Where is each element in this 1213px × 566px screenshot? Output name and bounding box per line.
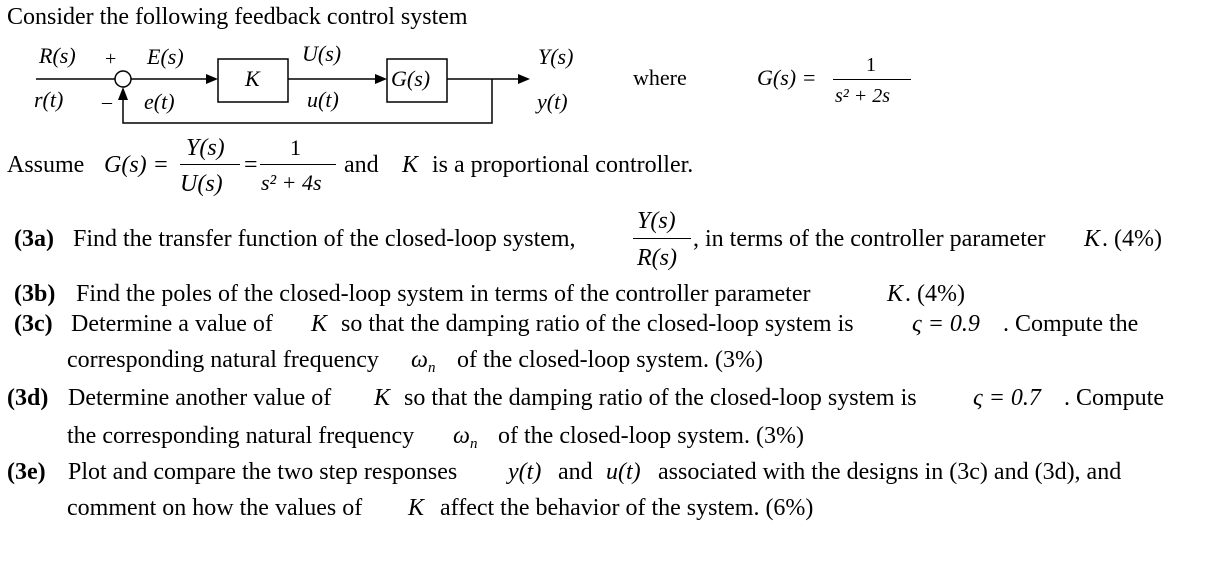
q3e-line1-b: and (558, 459, 593, 485)
intro-text: Consider the following feedback control system (7, 4, 468, 30)
q3a-text1: Find the transfer function of the closed-loop system, (73, 226, 576, 252)
q3d-line1-c: . Compute (1064, 385, 1164, 411)
q3b-text2: . (4%) (905, 281, 965, 307)
q3d-omega (453, 423, 478, 452)
label-plus: + (105, 48, 117, 70)
assume-frac1-denominator: U(s) (180, 171, 223, 197)
where-fraction-bar (833, 79, 911, 80)
q3d-label: (3d) (7, 385, 49, 411)
q3d-line2-b: of the closed-loop system. (3%) (498, 423, 804, 449)
arrow-to-K (206, 74, 218, 84)
block-G-label: G(s) (391, 66, 431, 91)
label-y-t: y(t) (537, 89, 568, 114)
q3e-line2-b: affect the behavior of the system. (6%) (440, 495, 814, 521)
assume-frac2-denominator: s² + 4s (261, 170, 322, 195)
arrow-feedback (118, 87, 128, 100)
q3d-zeta: ς = 0.7 (973, 385, 1041, 411)
q3c-label: (3c) (14, 311, 53, 337)
summing-junction (115, 71, 131, 87)
label-U-s: U(s) (302, 41, 342, 66)
assume-K: K (402, 152, 419, 178)
q3e-line2-a: comment on how the values of (67, 495, 363, 521)
where-numerator: 1 (866, 54, 876, 76)
q3d-line1-b: so that the damping ratio of the closed-loop system is (404, 385, 917, 411)
label-Y-s: Y(s) (538, 44, 574, 69)
q3b-text1: Find the poles of the closed-loop system in terms of the controller parameter (76, 281, 811, 307)
assume-G-lhs: G(s) = (104, 152, 169, 178)
q3e-line1-a: Plot and compare the two step responses (68, 459, 458, 485)
assume-prefix: Assume (7, 152, 85, 178)
assume-and: and (344, 152, 379, 178)
q3e-K: K (408, 495, 425, 521)
q3e-u-t: u(t) (606, 459, 641, 485)
q3c-K: K (311, 311, 328, 337)
label-r-t: r(t) (34, 87, 64, 112)
q3c-omega-symbol: ω (411, 347, 428, 373)
q3e-label: (3e) (7, 459, 46, 485)
arrow-output (518, 74, 530, 84)
q3a-frac-numerator: Y(s) (637, 208, 676, 234)
assume-frac2-numerator: 1 (290, 135, 301, 160)
q3c-omega-subscript: n (427, 360, 436, 376)
q3c-line2-b: of the closed-loop system. (3%) (457, 347, 763, 373)
q3c-line1-b: so that the damping ratio of the closed-loop system is (341, 311, 854, 337)
q3b-label: (3b) (14, 281, 56, 307)
where-denominator: s² + 2s (835, 85, 891, 107)
assume-frac1-numerator: Y(s) (186, 135, 225, 161)
label-E-s: E(s) (147, 44, 184, 69)
q3e-y-t: y(t) (508, 459, 542, 485)
q3c-line1-c: . Compute the (1003, 311, 1139, 337)
q3e-line1-c: associated with the designs in (3c) and (3d), and (658, 459, 1122, 485)
q3a-K: K (1084, 226, 1101, 252)
q3c-line1-a: Determine a value of (71, 311, 273, 337)
assume-equals: = (244, 152, 258, 178)
q3b-K: K (887, 281, 904, 307)
q3d-line2-a: the corresponding natural frequency (67, 423, 415, 449)
label-minus: – (102, 91, 112, 113)
assume-frac2-bar (260, 164, 336, 165)
q3a-label: (3a) (14, 226, 54, 252)
q3d-omega-subscript: n (469, 436, 478, 452)
arrow-to-G (375, 74, 387, 84)
q3a-frac-denominator: R(s) (637, 245, 677, 271)
q3d-line1-a: Determine another value of (68, 385, 332, 411)
where-label: where (633, 65, 687, 90)
label-u-t: u(t) (307, 87, 339, 112)
q3a-text3: . (4%) (1102, 226, 1162, 252)
q3d-K: K (374, 385, 391, 411)
assume-suffix: is a proportional controller. (432, 152, 694, 178)
q3c-zeta: ς = 0.9 (912, 311, 980, 337)
block-K-label: K (245, 66, 260, 91)
label-R-s: R(s) (39, 43, 76, 68)
q3c-omega (411, 347, 436, 376)
q3d-omega-symbol: ω (453, 423, 470, 449)
q3c-line2-a: corresponding natural frequency (67, 347, 379, 373)
q3a-text2: , in terms of the controller parameter (693, 226, 1046, 252)
q3a-frac-bar (633, 238, 691, 239)
assume-frac1-bar (180, 164, 240, 165)
label-e-t: e(t) (144, 89, 175, 114)
where-G-lhs: G(s) = (757, 65, 817, 90)
